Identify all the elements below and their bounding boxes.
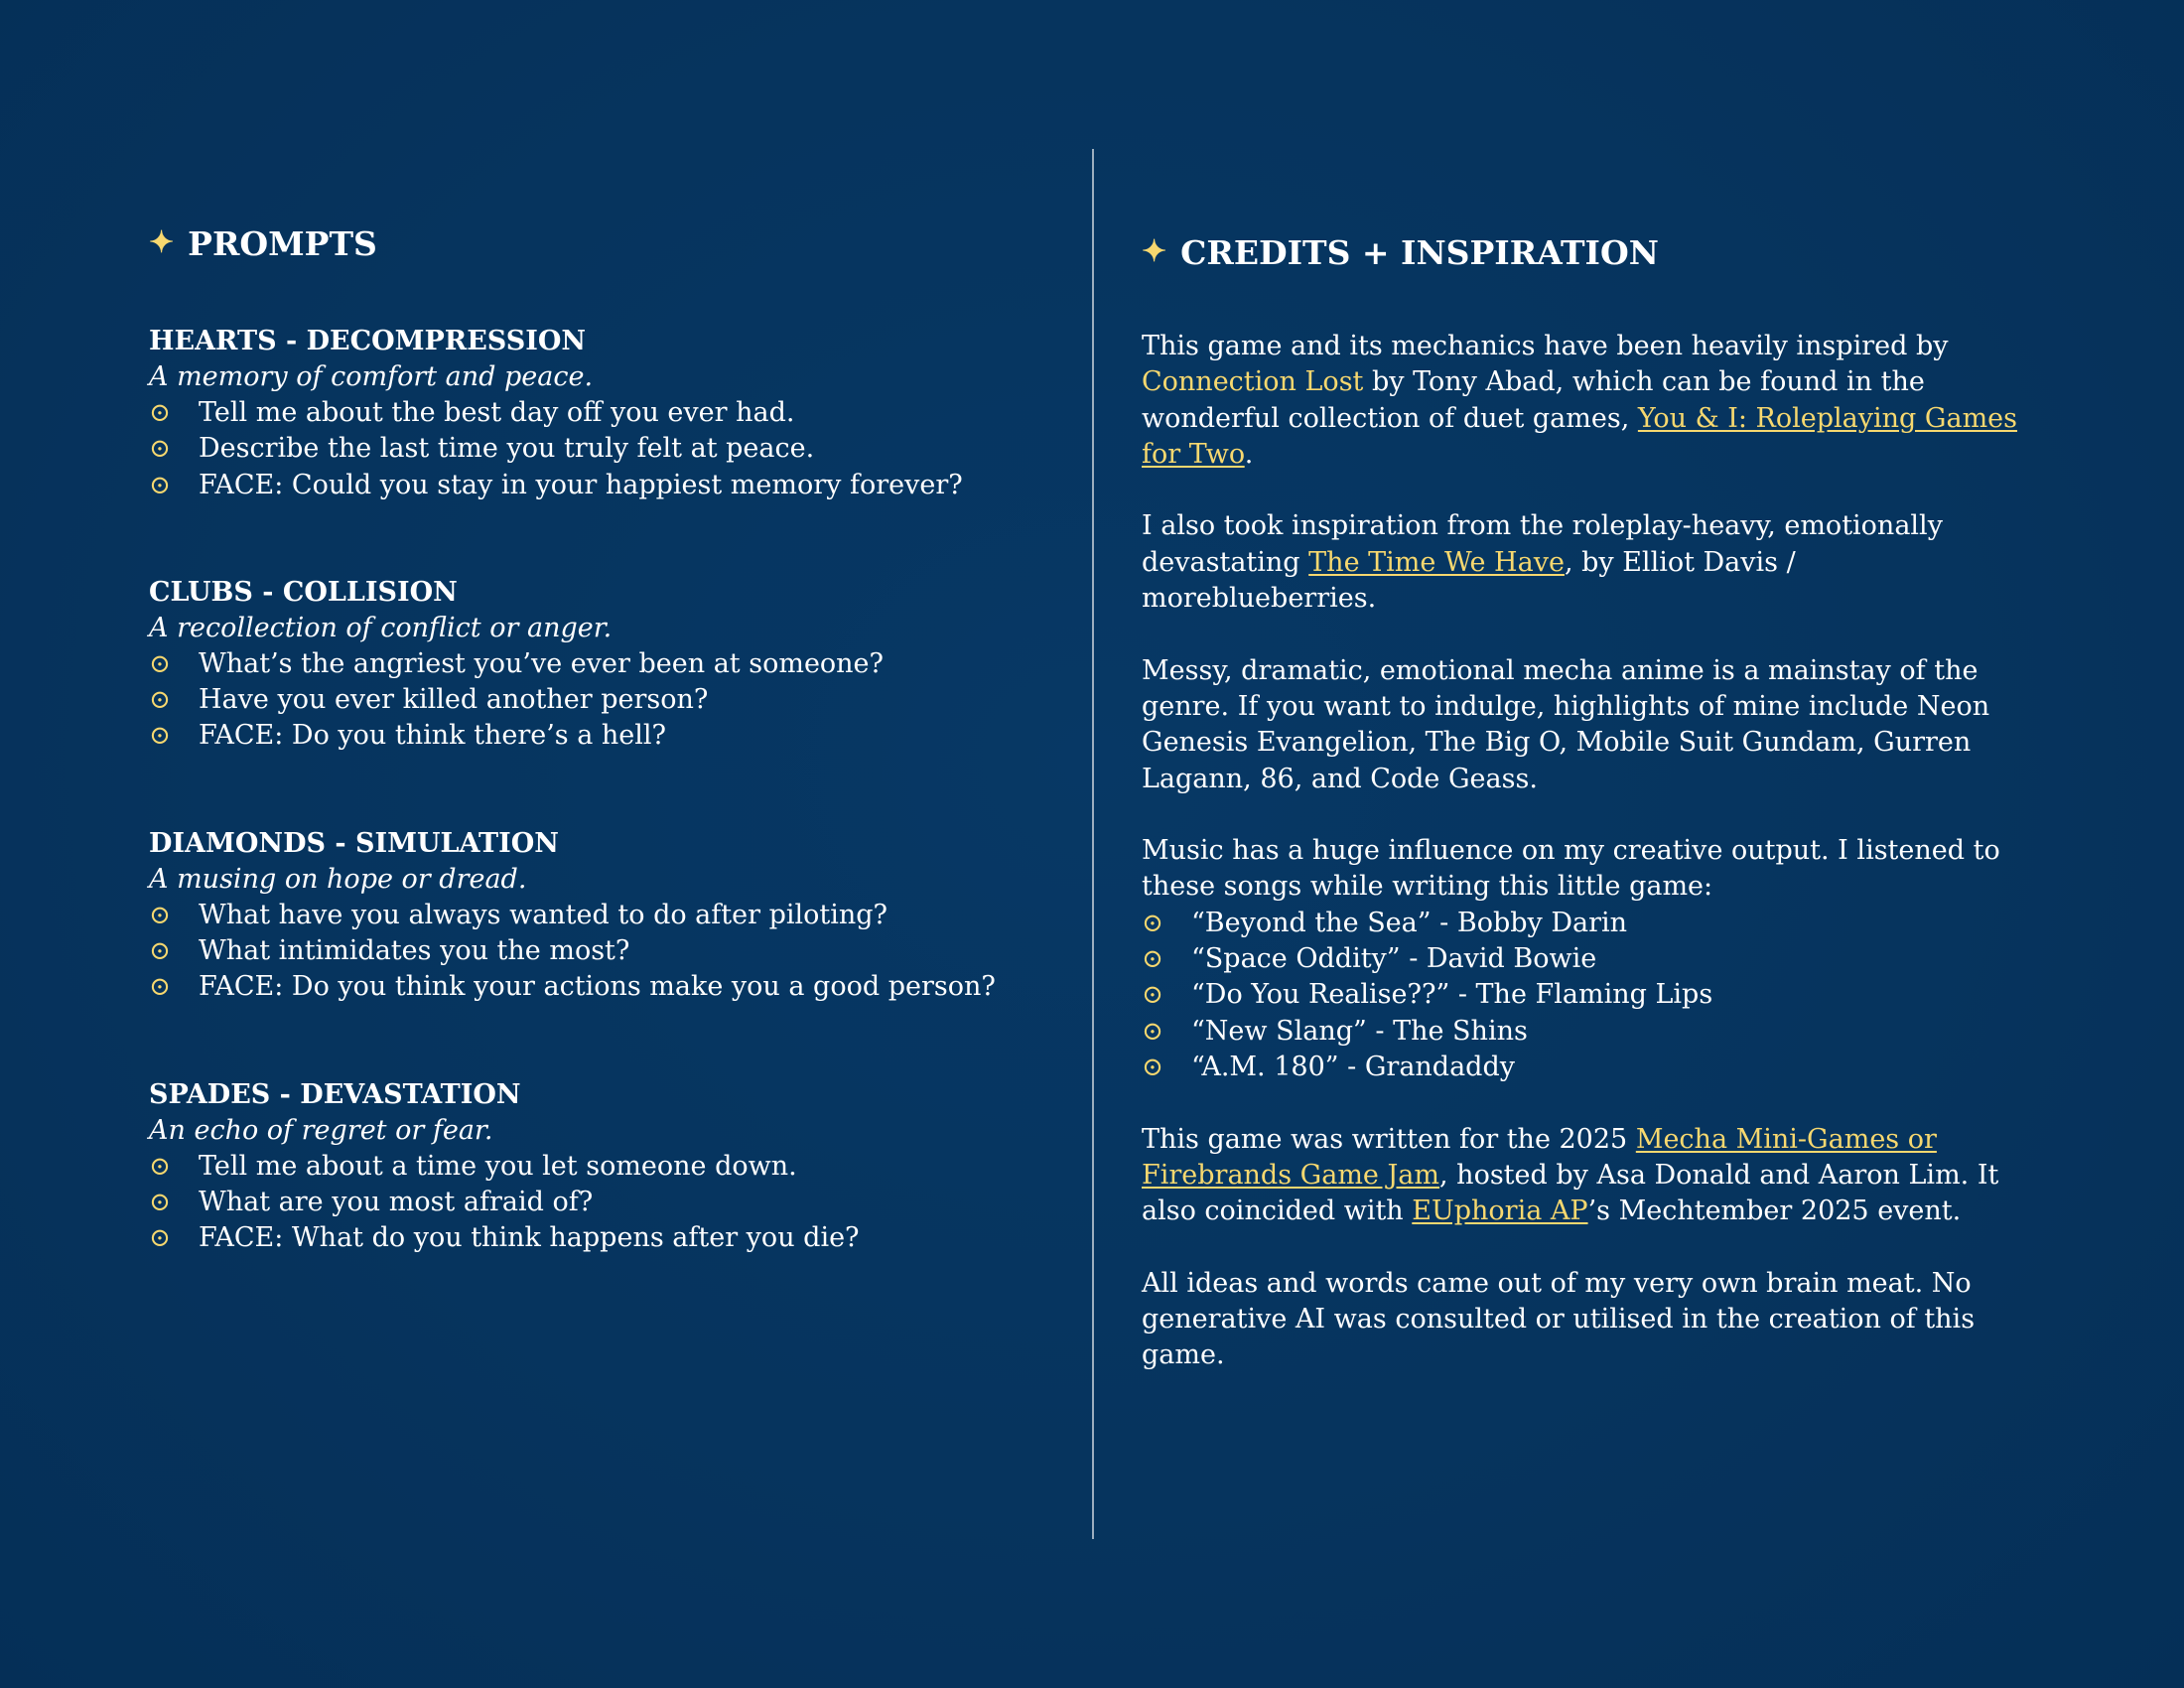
section-subtitle: An echo of regret or fear. [149, 1114, 493, 1146]
column-divider [1092, 149, 1094, 1539]
prompts-heading [149, 216, 1042, 272]
list-item [1142, 977, 2035, 1013]
list-item-text: What are you most afraid of? [199, 1186, 594, 1217]
credits-paragraph-time-we-have [1142, 508, 2035, 617]
prompt-section-spades [149, 1077, 1042, 1257]
song-list [1142, 906, 2035, 1085]
list-item [149, 468, 1042, 503]
prompt-list [149, 646, 1042, 755]
section-title: CLUBS - COLLISION [149, 576, 458, 608]
song-text: “Beyond the Sea” - Bobby Darin [1191, 907, 1628, 938]
list-item-text: What’s the angriest you’ve ever been at someone? [199, 647, 885, 679]
song-text: “A.M. 180” - Grandaddy [1191, 1051, 1516, 1082]
list-item [149, 431, 1042, 467]
star-icon: ✦ [1142, 234, 1167, 269]
list-item [149, 969, 1042, 1005]
circled-dot-icon: ⊙ [149, 972, 171, 1003]
list-item [1142, 1014, 2035, 1050]
circled-dot-icon: ⊙ [149, 398, 171, 428]
circled-dot-icon: ⊙ [149, 1151, 171, 1182]
list-item [149, 718, 1042, 754]
song-text: “New Slang” - The Shins [1191, 1015, 1528, 1047]
section-title: HEARTS - DECOMPRESSION [149, 326, 587, 356]
list-item-text: FACE: Could you stay in your happiest memory forever? [199, 469, 963, 500]
credits-paragraph-ai-statement: All ideas and words came out of my very own brain meat. No generative AI was consulted or utilised in the creation of this game. [1142, 1267, 1976, 1371]
circled-dot-icon: ⊙ [149, 936, 171, 967]
paragraph-text: This game was written for the 2025 [1142, 1123, 1636, 1155]
circled-dot-icon: ⊙ [149, 1187, 171, 1217]
prompt-list [149, 1149, 1042, 1257]
paragraph-text: . [1244, 438, 1254, 470]
list-item [149, 898, 1042, 933]
star-icon: ✦ [149, 225, 175, 260]
list-item-text: Tell me about the best day off you ever had. [199, 397, 795, 428]
prompt-list [149, 898, 1042, 1006]
list-item [1142, 941, 2035, 977]
credits-paragraph-music: Music has a huge influence on my creative output. I listened to these songs while writing this little game: [1142, 835, 2000, 903]
song-text: “Space Oddity” - David Bowie [1191, 943, 1597, 975]
credits-heading [1142, 225, 2035, 281]
you-and-i-link[interactable]: You & I: Roleplaying Games for Two [1142, 402, 2018, 470]
circled-dot-icon: ⊙ [1142, 1016, 1163, 1047]
paragraph-text: by Tony Abad, which can be found in the wonderful collection of duet games, [1142, 366, 1925, 434]
the-time-we-have-link[interactable]: The Time We Have [1308, 546, 1565, 578]
list-item-text: FACE: What do you think happens after you die? [199, 1222, 860, 1254]
circled-dot-icon: ⊙ [149, 1223, 171, 1254]
circled-dot-icon: ⊙ [149, 470, 171, 500]
circled-dot-icon: ⊙ [149, 721, 171, 752]
circled-dot-icon: ⊙ [149, 900, 171, 930]
list-item-text: Have you ever killed another person? [199, 684, 709, 716]
list-item-text: Tell me about a time you let someone down. [199, 1150, 797, 1182]
list-item-text: Describe the last time you truly felt at peace. [199, 433, 815, 465]
list-item [149, 395, 1042, 431]
credits-paragraph-game-jam [1142, 1122, 2035, 1230]
prompts-heading-text: PROMPTS [188, 224, 377, 263]
list-item [1142, 1050, 2035, 1085]
prompt-section-diamonds [149, 826, 1042, 1006]
section-title: DIAMONDS - SIMULATION [149, 827, 559, 859]
section-subtitle: A memory of comfort and peace. [149, 361, 594, 392]
list-item [149, 1185, 1042, 1220]
circled-dot-icon: ⊙ [149, 434, 171, 465]
list-item-text: What intimidates you the most? [199, 935, 630, 967]
paragraph-text: This game and its mechanics have been heavily inspired by [1142, 331, 1949, 361]
credits-heading-text: CREDITS + INSPIRATION [1180, 233, 1659, 272]
credits-paragraph-inspiration [1142, 329, 2035, 473]
circled-dot-icon: ⊙ [1142, 980, 1163, 1011]
prompt-section-hearts [149, 324, 1042, 503]
paragraph-text: , hosted by Asa Donald and Aaron Lim. It also coincided with [1142, 1159, 1999, 1227]
list-item-text: What have you always wanted to do after piloting? [199, 899, 888, 930]
circled-dot-icon: ⊙ [149, 685, 171, 716]
circled-dot-icon: ⊙ [149, 648, 171, 679]
section-title: SPADES - DEVASTATION [149, 1078, 521, 1110]
circled-dot-icon: ⊙ [1142, 908, 1163, 938]
game-jam-link[interactable]: Mecha Mini-Games or Firebrands Game Jam [1142, 1123, 1937, 1191]
prompts-column [149, 216, 1042, 1329]
paragraph-text: , by Elliot Davis / moreblueberries. [1142, 546, 1796, 615]
prompt-list [149, 395, 1042, 503]
list-item [1142, 906, 2035, 941]
circled-dot-icon: ⊙ [1142, 944, 1163, 975]
circled-dot-icon: ⊙ [1142, 1052, 1163, 1082]
list-item [149, 1220, 1042, 1256]
list-item [149, 646, 1042, 682]
connection-lost-link[interactable]: Connection Lost [1142, 366, 1364, 398]
paragraph-text: I also took inspiration from the roleplay-heavy, emotionally devastating [1142, 510, 1943, 578]
paragraph-text: ’s Mechtember 2025 event. [1587, 1196, 1962, 1227]
list-item-text: FACE: Do you think there’s a hell? [199, 720, 667, 752]
section-subtitle: A recollection of conflict or anger. [149, 612, 613, 643]
list-item-text: FACE: Do you think your actions make you a good person? [199, 971, 996, 1003]
list-item [149, 933, 1042, 969]
list-item [149, 1149, 1042, 1185]
credits-paragraph-anime: Messy, dramatic, emotional mecha anime is a mainstay of the genre. If you want to indulge, highlights of mine include Neon Genesis Evangelion, The Big O, Mobile Suit Gundam, Gurren Lagann, 86, and Code Geass. [1142, 654, 1990, 794]
credits-column [1142, 225, 2035, 1410]
euphoria-ap-link[interactable]: EUphoria AP [1412, 1196, 1588, 1227]
list-item [149, 682, 1042, 718]
section-subtitle: A musing on hope or dread. [149, 863, 527, 895]
song-text: “Do You Realise??” - The Flaming Lips [1191, 979, 1713, 1011]
prompt-section-clubs [149, 575, 1042, 755]
